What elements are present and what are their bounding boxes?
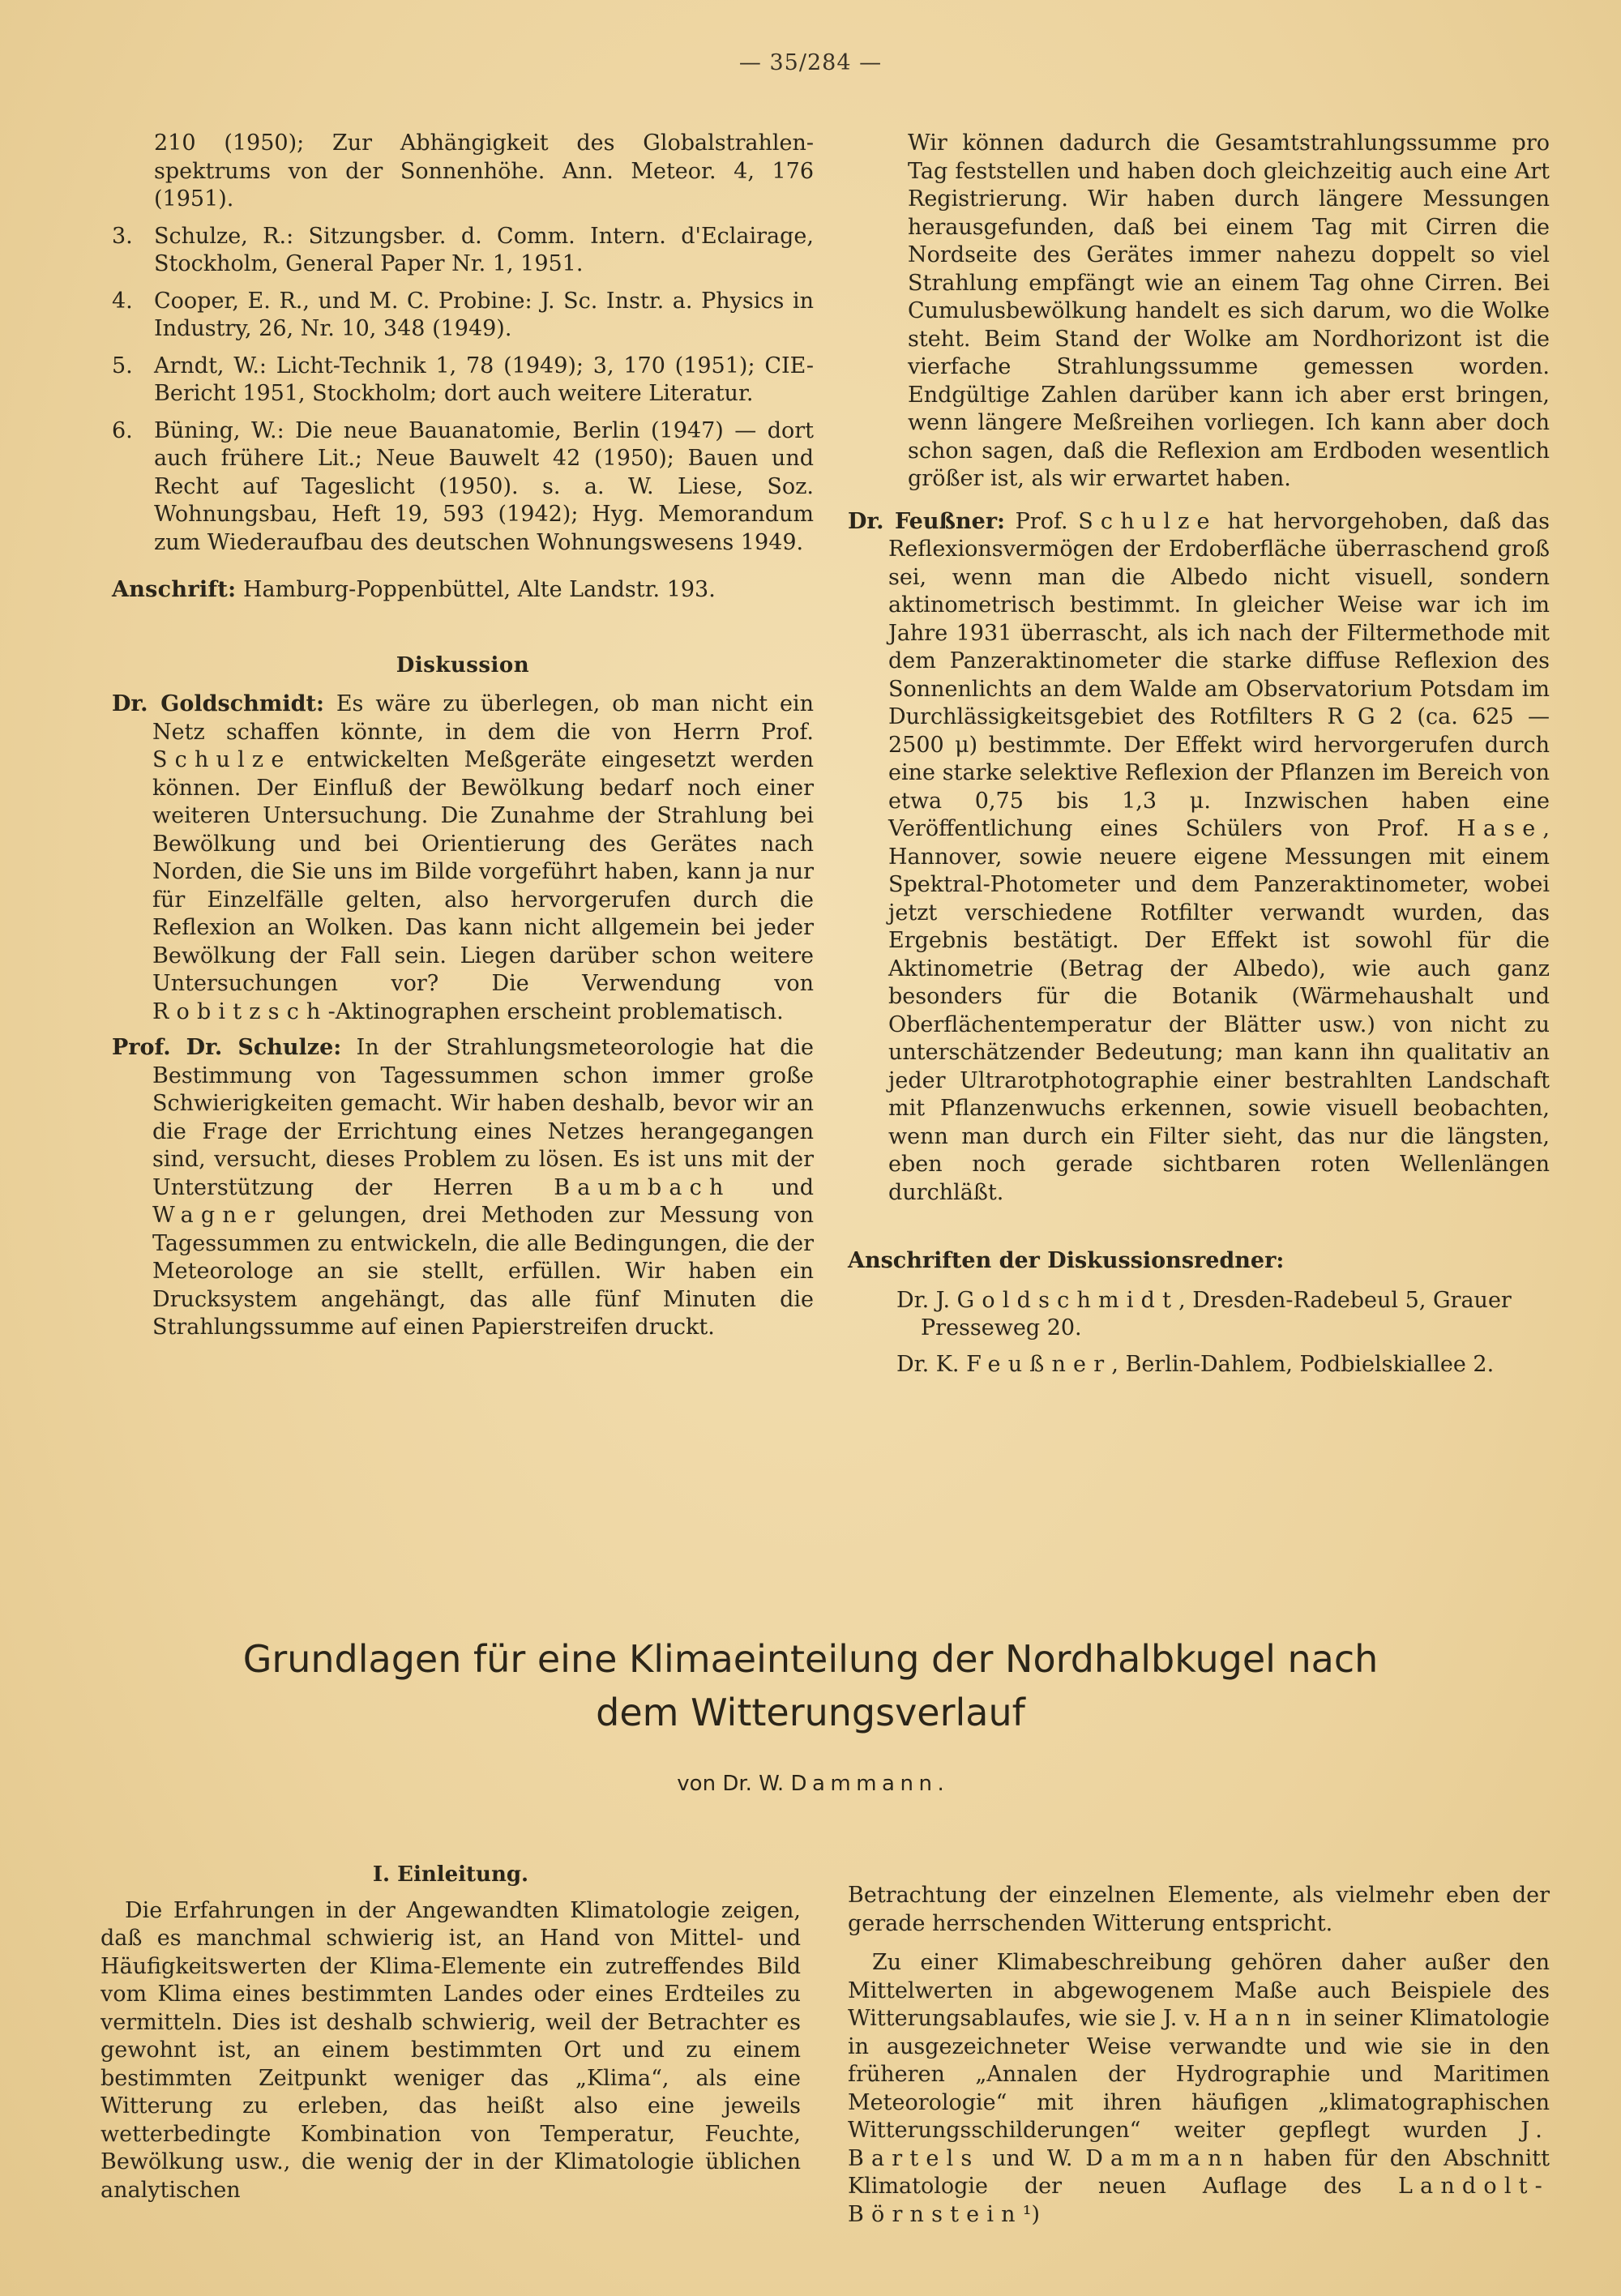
- discussant-address: [896, 1351, 1550, 1379]
- spaced-name: Dammann: [1085, 2145, 1251, 2171]
- article-title: Grundlagen für eine Klimaeinteilung der Nordhalbkugel nach dem Witterungsverlauf: [242, 1637, 1379, 1734]
- intro-paragraph-2: [848, 1949, 1550, 2229]
- right-column: [848, 130, 1550, 1387]
- speech-text: In der Strahlungsmeteorologie hat die Bestimmung von Tagessummen schon immer große Schwierigkeiten gemacht. Wir haben deshalb, bevor wir an die Frage der Errichtung eines Netzes herangegangen sind, versucht, dieses Problem zu lösen. Es ist uns mit der Unterstützung der Herren: [152, 1035, 814, 1200]
- speech-text: -Aktinographen erscheint problematisch.: [327, 998, 784, 1024]
- spaced-name: Baumbach: [554, 1174, 731, 1200]
- byline-suffix: .: [937, 1772, 944, 1796]
- speech-text: Prof.: [1015, 508, 1068, 534]
- paragraph-text: und W.: [992, 2145, 1073, 2171]
- address-rest: , Berlin-Dahlem, Podbielskiallee 2.: [1111, 1351, 1495, 1377]
- article-byline: [0, 1772, 1621, 1796]
- intro-paragraph-continued: Betrachtung der einzelnen Elemente, als vielmehr eben der gerade herrschenden Witterung entspricht.: [848, 1883, 1550, 1936]
- reference-text: Büning, W.: Die neue Bauanatomie, Berlin (1947) — dort auch frühere Lit.; Neue Bauwelt 42 (1950); Bauen und Recht auf Tageslicht (1950). s. a. W. Liese, Soz. Wohnungsbau, Heft 19, 593 (1942); Hyg. Memorandum zum Wiederaufbau des deutschen Wohnungswesens 1949.: [154, 417, 814, 555]
- address-label: Anschrift:: [112, 577, 237, 602]
- section-heading: I. Einleitung.: [372, 1862, 529, 1887]
- reference-number: 5.: [112, 353, 133, 378]
- spaced-name: Hase: [1456, 816, 1543, 841]
- reference-text: Arndt, W.: Licht-Technik 1, 78 (1949); 3, 170 (1951); CIE-Bericht 1951, Stockholm; dort auch weitere Literatur.: [154, 353, 814, 406]
- discussant-addresses-heading: Anschriften der Diskussionsredner:: [848, 1248, 1285, 1273]
- spaced-name: Schulze: [1078, 508, 1217, 534]
- spaced-name: Wagner: [152, 1203, 283, 1228]
- discussion-heading: Diskussion: [396, 652, 530, 678]
- speaker-name: Dr. Goldschmidt:: [112, 691, 324, 716]
- intro-paragraph: Die Erfahrungen in der Angewandten Klimatologie zeigen, daß es manchmal schwierig ist, an Hand von Mittel- und Häufigkeitswerten der Klima-Elemente ein zutreffendes Bild vom Klima eines bestimmten Landes oder eines Erdteiles zu vermitteln. Dies ist deshalb schwierig, weil der Betrachter es gewohnt ist, an einem bestimmten Ort und zu einem bestimmten Zeitpunkt weniger das „Klima“, als eine Witterung zu erleben, das heißt also eine jeweils wetterbedingte Kombination von Temperatur, Feuchte, Bewölkung usw., die wenig der in der Klimatologie üblichen analytischen: [101, 1897, 801, 2203]
- speaker-name: Dr. Feußner:: [848, 508, 1006, 534]
- spaced-name: Robitzsch: [152, 998, 328, 1024]
- discussant-address: [896, 1287, 1550, 1343]
- address-prefix: Dr. J.: [896, 1287, 951, 1313]
- reference-item: [112, 288, 814, 344]
- reference-number: 6.: [112, 417, 133, 443]
- address-prefix: Dr. K.: [896, 1351, 960, 1377]
- address-rest: , Dresden-Radebeul 5, Grauer Presseweg 20.: [921, 1287, 1512, 1340]
- speech-text: entwickelten Meßgeräte eingesetzt werden können. Der Einfluß der Bewölkung bedarf noch einer weiteren Untersuchung. Die Zunahme der Strahlung bei Bewölkung und bei Orientierung des Gerätes nach Norden, die Sie uns im Bilde vorgeführt haben, kann ja nur für Einzelfälle gelten, also hervorgerufen durch die Reflexion an Wolken. Das kann nicht allgemein bei jeder Bewölkung der Fall sein. Liegen darüber schon weitere Untersuchungen vor? Die Verwendung von: [152, 747, 814, 996]
- reference-text: Cooper, E. R., und M. C. Probine: J. Sc. Instr. a. Physics in Industry, 26, Nr. 10, 348 (1949).: [154, 288, 814, 341]
- reference-item: [112, 353, 814, 408]
- spaced-name: Schulze: [152, 747, 292, 772]
- address-text: Hamburg-Poppenbüttel, Alte Landstr. 193.: [242, 577, 716, 602]
- author-address: [112, 576, 814, 605]
- footnote-marker: ¹): [1022, 2201, 1041, 2227]
- spaced-name: Hann: [1208, 2006, 1298, 2031]
- spaced-name: Goldschmidt: [956, 1287, 1179, 1313]
- paragraph-text: Zu einer Klimabeschreibung gehören daher außer den Mittelwerten in abgewogenem Maße auch Beispiele des Witterungsablaufes, wie sie J. v.: [848, 1950, 1550, 2031]
- spaced-name: J. Bartels: [848, 2118, 1550, 2171]
- speech-text: , Hannover, sowie neuere eigene Messungen mit einem Spektral-Photometer und dem Panzeraktinometer, wobei jetzt verschiedene Rotfilter verwandt wurden, das Ergebnis bestätigt. Der Effekt ist sowohl für die Aktinometrie (Betrag der Albedo), wie auch ganz besonders für die Botanik (Wärmehaushalt und Oberflächentemperatur der Blätter usw.) von nicht zu unterschätzender Bedeutung; man kann ihn qualitativ an jeder Ultrarotphotographie einer bestrahlten Landschaft mit Pflanzenwuchs erkennen, sowie visuell beobachten, wenn man durch ein Filter sieht, das nur die längsten, eben noch gerade sichtbaren roten Wellenlängen durchläßt.: [888, 816, 1550, 1205]
- speech-text: Es wäre zu überlegen, ob man nicht ein Netz schaffen könnte, in dem die von Herrn Prof.: [152, 691, 814, 745]
- byline-prefix: von Dr. W.: [677, 1772, 785, 1796]
- spaced-name: Feußner: [966, 1351, 1112, 1377]
- reference-text: 210 (1950); Zur Abhängigkeit des Globalstrahlen-spektrums von der Sonnenhöhe. Ann. Meteor. 4, 176 (1951).: [154, 130, 814, 212]
- speech-text: hat hervorgehoben, daß das Reflexionsvermögen der Erdoberfläche überraschend groß sei, wenn man die Albedo nicht visuell, sondern aktinometrisch bestimmt. In gleicher Weise war ich im Jahre 1931 überrascht, als ich nach der Filtermethode mit dem Panzeraktinometer die starke diffuse Reflexion des Sonnenlichts an dem Walde am Observatorium Potsdam im Durchlässigkeitsgebiet des Rotfilters R G 2 (ca. 625 — 2500 μ) bestimmte. Der Effekt wird hervorgerufen durch eine starke selektive Reflexion der Pflanzen im Bereich von etwa 0,75 bis 1,3 μ. Inzwischen haben eine Veröffentlichung eines Schülers von Prof.: [888, 508, 1550, 841]
- paragraph-text: in seiner Klimatologie in ausgezeichneter Weise verwandte und wie sie in den früheren „Annalen der Hydrographie und Maritimen Meteorologie“ mit ihren häufigen „klimatographischen Witterungsschilderungen“ weiter gepflegt wurden: [848, 2006, 1550, 2143]
- speaker-name: Prof. Dr. Schulze:: [112, 1035, 342, 1060]
- left-column: [112, 130, 814, 1350]
- speech-text: gelungen, drei Methoden zur Messung von Tagessummen zu entwickeln, die alle Bedingungen, die der Meteorologe an sie stellt, erfüllen. Wir haben ein Drucksystem angehängt, das alle fünf Minuten die Strahlungssumme auf einen Papierstreifen druckt.: [152, 1203, 814, 1340]
- discussion-contribution-schulze: [112, 1034, 814, 1342]
- article-left-column: [101, 1861, 801, 2216]
- speech-text: und: [771, 1174, 814, 1200]
- schulze-continuation: Wir können dadurch die Gesamtstrahlungssumme pro Tag feststellen und haben doch gleichzeitig auch eine Art Registrierung. Wir haben durch längere Messungen herausgefunden, daß bei einem Tag mit Cirren die Nordseite des Gerätes immer nahezu doppelt so viel Strahlung empfängt wie an einem Tag ohne Cirren. Bei Cumulusbewölkung handelt es sich darum, wo die Wolke steht. Beim Stand der Wolke am Nordhorizont ist die vierfache Strahlungssumme gemessen worden. Endgültige Zahlen darüber kann ich aber erst bringen, wenn längere Meßreihen vorliegen. Ich kann aber doch schon sagen, daß die Reflexion am Erdboden wesentlich größer ist, als wir erwartet haben.: [908, 130, 1550, 491]
- reference-text: Schulze, R.: Sitzungsber. d. Comm. Intern. d'Eclairage, Stockholm, General Paper Nr. 1, 1951.: [154, 223, 814, 276]
- discussion-contribution-goldschmidt: [112, 691, 814, 1026]
- reference-item: [112, 417, 814, 558]
- page-number: — 35/284 —: [738, 50, 883, 75]
- reference-item: [112, 130, 814, 214]
- reference-item: [112, 223, 814, 279]
- article-right-column: [848, 1882, 1550, 2240]
- reference-number: 3.: [112, 223, 133, 249]
- paragraph-text: haben für den Abschnitt Klimatologie der neuen Auflage des: [848, 2145, 1550, 2199]
- spaced-name: Landolt-Börnstein: [848, 2174, 1550, 2227]
- reference-number: 4.: [112, 288, 133, 314]
- discussion-contribution-feussner: [848, 508, 1550, 1208]
- author-name: Dammann: [790, 1772, 938, 1796]
